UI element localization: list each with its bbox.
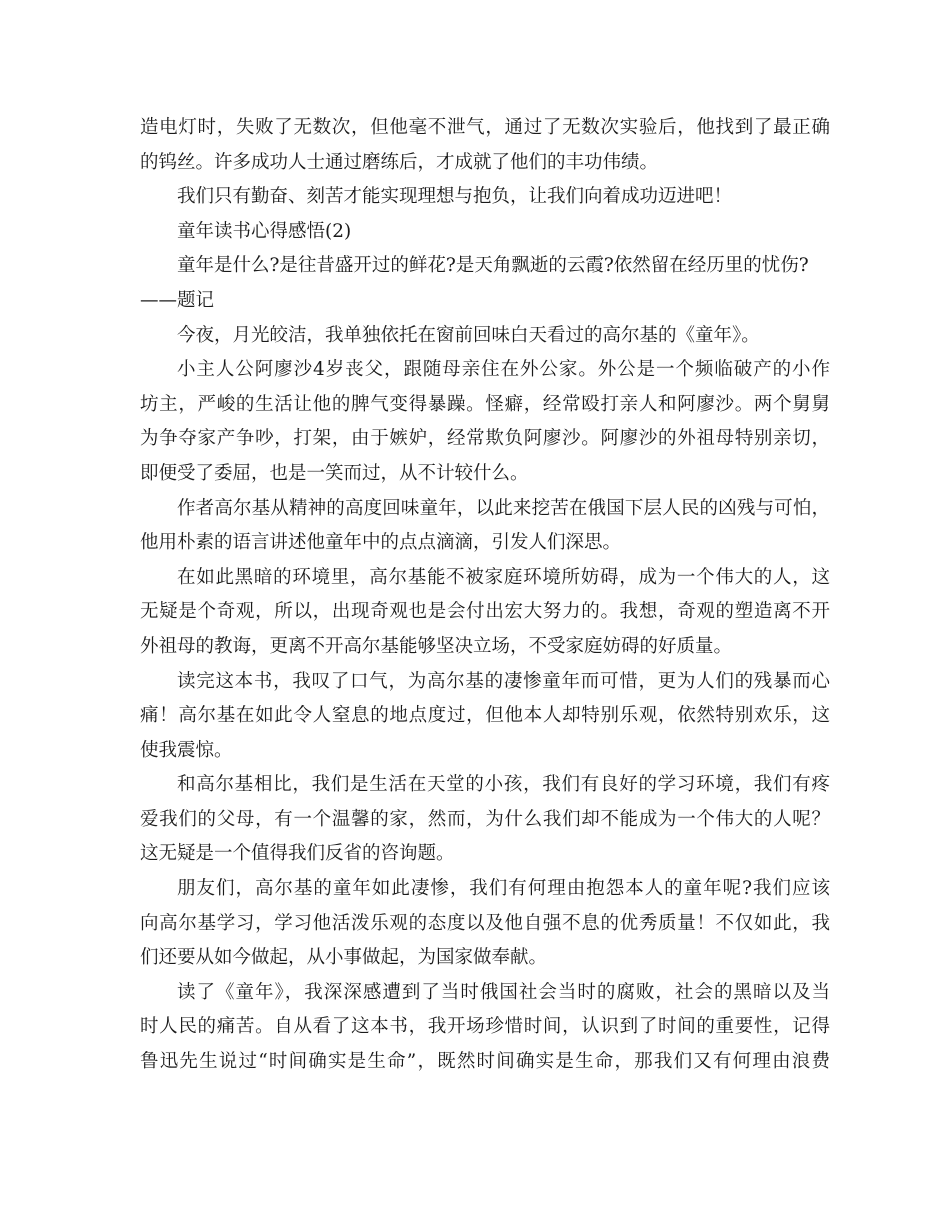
epigraph: 童年是什么?是往昔盛开过的鲜花?是天角飘逝的云霞?依然留在经历里的忧伤? xyxy=(177,255,809,277)
text-line: 向高尔基学习，学习他活泼乐观的态度以及他自强不息的优秀质量！不仅如此，我 xyxy=(140,912,830,934)
paragraph-start: 小主人公阿廖沙4岁丧父，跟随母亲住在外公家。外公是一个频临破产的小作 xyxy=(177,359,830,381)
text-line: 他用朴素的语言讲述他童年中的点点滴滴，引发人们深思。 xyxy=(140,532,622,554)
text-line: 时人民的痛苦。自从看了这本书，我开场珍惜时间，认识到了时间的重要性，记得 xyxy=(140,1016,830,1038)
paragraph-start: 和高尔基相比，我们是生活在天堂的小孩，我们有良好的学习环境，我们有疼 xyxy=(177,774,830,796)
text-line: 使我震惊。 xyxy=(140,739,233,761)
text-line: 这无疑是一个值得我们反省的咨询题。 xyxy=(140,843,455,865)
paragraph-start: 朋友们，高尔基的童年如此凄惨，我们有何理由抱怨本人的童年呢?我们应该 xyxy=(177,878,830,900)
text-line: 无疑是个奇观，所以，出现奇观也是会付出宏大努力的。我想，奇观的塑造离不开 xyxy=(140,601,830,623)
text-line: 为争夺家产争吵，打架，由于嫉妒，经常欺负阿廖沙。阿廖沙的外祖母特别亲切， xyxy=(140,428,830,450)
text-line: 们还要从如今做起，从小事做起，为国家做奉献。 xyxy=(140,947,548,969)
paragraph-start: 在如此黑暗的环境里，高尔基能不被家庭环境所妨碍，成为一个伟大的人，这 xyxy=(177,566,830,588)
paragraph-start: 读了《童年》，我深深感遭到了当时俄国社会当时的腐败，社会的黑暗以及当 xyxy=(177,981,830,1003)
document-body xyxy=(140,111,830,1080)
text-line: 鲁迅先生说过“时间确实是生命”，既然时间确实是生命，那我们又有何理由浪费 xyxy=(140,1051,830,1073)
paragraph-start: 今夜，月光皎洁，我单独依托在窗前回味白天看过的高尔基的《童年》。 xyxy=(177,324,760,346)
text-line: 痛！高尔基在如此令人窒息的地点度过，但他本人却特别乐观，依然特别欢乐，这 xyxy=(140,705,830,727)
paragraph-start: 我们只有勤奋、刻苦才能实现理想与抱负，让我们向着成功迈进吧！ xyxy=(177,186,733,208)
text-line: 坊主，严峻的生活让他的脾气变得暴躁。怪癖，经常殴打亲人和阿廖沙。两个舅舅 xyxy=(140,393,830,415)
text-line: 爱我们的父母，有一个温馨的家，然而，为什么我们却不能成为一个伟大的人呢？ xyxy=(140,808,830,830)
text-line: 外祖母的教诲，更离不开高尔基能够坚决立场，不受家庭妨碍的好质量。 xyxy=(140,635,733,657)
epigraph-attribution: ——题记 xyxy=(140,289,215,311)
paragraph-start: 作者高尔基从精神的高度回味童年，以此来挖苦在俄国下层人民的凶残与可怕， xyxy=(177,497,830,519)
text-line: 的钨丝。许多成功人士通过磨练后，才成就了他们的丰功伟绩。 xyxy=(140,151,659,173)
section-heading: 童年读书心得感悟(2) xyxy=(177,220,352,242)
text-line: 造电灯时，失败了无数次，但他毫不泄气，通过了无数次实验后，他找到了最正确 xyxy=(140,117,830,138)
text-line: 即便受了委屈，也是一笑而过，从不计较什么。 xyxy=(140,462,529,484)
paragraph-start: 读完这本书，我叹了口气，为高尔基的凄惨童年而可惜，更为人们的残暴而心 xyxy=(177,670,830,692)
